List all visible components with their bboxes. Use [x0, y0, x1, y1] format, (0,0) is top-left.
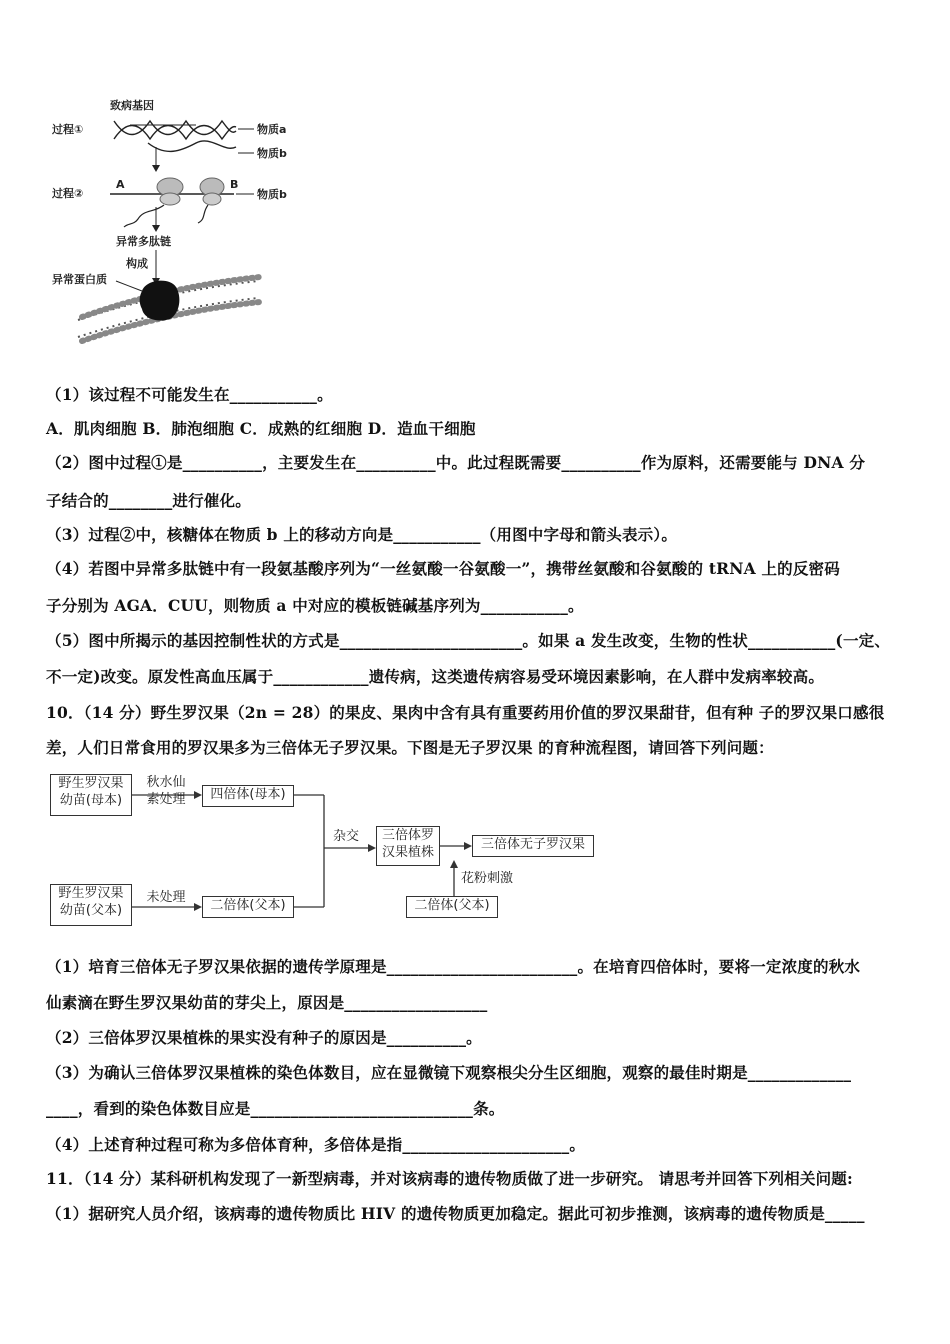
label-substance-b2: 物质b [257, 188, 287, 201]
ribosome-small-2 [203, 193, 221, 205]
q10-part1-line2: 仙素滴在野生罗汉果幼苗的芽尖上，原因是__________________ [46, 993, 488, 1012]
q9-part1: （1）该过程不可能发生在___________。 [46, 385, 333, 404]
label-colchicine: 秋水仙 素处理 [146, 775, 186, 807]
label-process2: 过程② [52, 187, 84, 200]
label-process1: 过程① [52, 123, 84, 136]
q11-part1: （1）据研究人员介绍，该病毒的遗传物质比 HIV 的遗传物质更加稳定。据此可初步推测，该病毒的遗传物质是_____ [46, 1204, 865, 1223]
mrna-strand [148, 141, 236, 151]
q9-part3: （3）过程②中，核糖体在物质 b 上的移动方向是___________（用图中字母和箭头表示）。 [46, 525, 678, 544]
polypeptide-chain-2 [198, 205, 208, 223]
label-untreated: 未处理 [146, 890, 186, 905]
arrow-2-head [152, 225, 160, 232]
arrow-1-head [152, 165, 160, 172]
q9-part5-line1: （5）图中所揭示的基因控制性状的方式是_______________________。如果 a 发生改变，生物的性状___________(一定、 [46, 631, 891, 650]
q10-part2: （2）三倍体罗汉果植株的果实没有种子的原因是__________。 [46, 1028, 482, 1047]
q11-intro: 11．（14 分）某科研机构发现了一新型病毒，并对该病毒的遗传物质做了进一步研究。 请思考并回答下列相关问题: [46, 1169, 853, 1188]
box-triploid-plant: 三倍体罗 汉果植株 [376, 826, 440, 866]
label-substance-a: 物质a [257, 123, 287, 136]
label-substance-b1: 物质b [257, 147, 287, 160]
breeding-flowchart [46, 768, 606, 928]
label-pollen-stimulation: 花粉刺激 [460, 871, 513, 886]
label-constitute: 构成 [126, 257, 148, 270]
label-point-a: A [116, 178, 125, 191]
box-diploid-father: 二倍体(父本) [202, 896, 294, 918]
q10-part3-line2: ____，看到的染色体数目应是____________________________条。 [46, 1099, 505, 1118]
label-gene: 致病基因 [110, 99, 154, 112]
q9-options: A．肌肉细胞 B．肺泡细胞 C．成熟的红细胞 D．造血干细胞 [46, 419, 476, 438]
q10-part4: （4）上述育种过程可称为多倍体育种，多倍体是指_____________________。 [46, 1135, 586, 1154]
label-cross: 杂交 [332, 829, 359, 844]
box-diploid-father-2: 二倍体(父本) [406, 896, 498, 918]
box-wild-father: 野生罗汉果 幼苗(父本) [50, 884, 132, 926]
q9-part2-line2: 子结合的________进行催化。 [46, 491, 251, 510]
q9-part2-line1: （2）图中过程①是__________，主要发生在__________中。此过程既需要__________作为原料，还需要能与 DNA 分 [46, 453, 866, 472]
polypeptide-chain-1 [124, 205, 164, 227]
label-protein: 异常蛋白质 [52, 273, 107, 286]
q10-part1-line1: （1）培育三倍体无子罗汉果依据的遗传学原理是________________________。在培育四倍体时，要将一定浓度的秋水 [46, 957, 861, 976]
q10-intro-line1: 10．（14 分）野生罗汉果（2n = 28）的果皮、果肉中含有具有重要药用价值的罗汉果甜苷，但有种 子的罗汉果口感很 [46, 703, 885, 722]
box-wild-mother: 野生罗汉果 幼苗(母本) [50, 774, 132, 816]
label-point-b: B [230, 178, 239, 191]
pointer-protein [116, 281, 142, 291]
abnormal-protein-blob [140, 281, 180, 321]
gene-expression-diagram [46, 95, 316, 365]
ribosome-small-1 [160, 193, 180, 205]
q10-intro-line2: 差，人们日常食用的罗汉果多为三倍体无子罗汉果。下图是无子罗汉果 的育种流程图，请回答下列问题： [46, 738, 774, 757]
q9-part4-line1: （4）若图中异常多肽链中有一段氨基酸序列为“一丝氨酸一谷氨酸一”，携带丝氨酸和谷氨酸的 tRNA 上的反密码 [46, 559, 840, 578]
q9-part5-line2: 不一定)改变。原发性高血压属于____________遗传病，这类遗传病容易受环境因素影响，在人群中发病率较高。 [46, 667, 825, 686]
label-polypeptide: 异常多肽链 [116, 235, 171, 248]
box-seedless-fruit: 三倍体无子罗汉果 [472, 835, 594, 857]
q10-part3-line1: （3）为确认三倍体罗汉果植株的染色体数目，应在显微镜下观察根尖分生区细胞，观察的最佳时期是_____________ [46, 1063, 852, 1082]
q9-part4-line2: 子分别为 AGA．CUU，则物质 a 中对应的模板链碱基序列为___________。 [46, 596, 584, 615]
box-tetraploid: 四倍体(母本) [202, 785, 294, 807]
